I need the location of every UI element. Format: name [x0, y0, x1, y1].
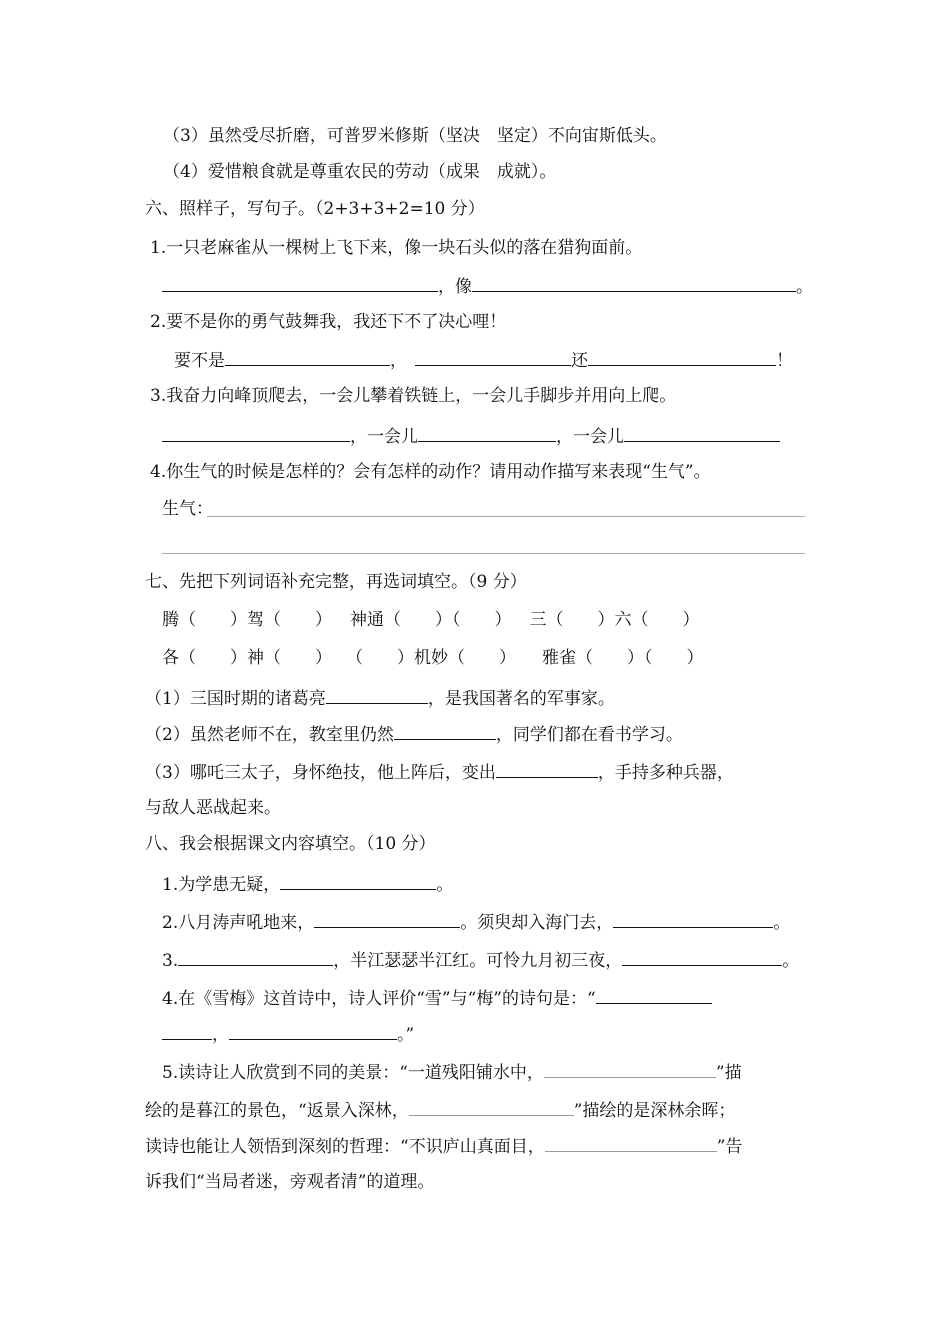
- sentence-4: （4）爱惜粮食就是尊重农民的劳动（成果 成就）。: [163, 162, 557, 182]
- blank-field[interactable]: [622, 946, 782, 966]
- fill-sentence-2: （2）虽然老师不在，教室里仍然 ，同学们都在看书学习。: [145, 720, 683, 744]
- q6-1-answer-line: ，像 。: [162, 272, 813, 296]
- blank-field[interactable]: [162, 422, 350, 442]
- q8-4: 4.在《雪梅》这首诗中，诗人评价“雪”与“梅”的诗句是：“: [162, 984, 712, 1008]
- fill-sentence-3: （3）哪吒三太子，身怀绝技，他上阵后，变出 ，手持多种兵器，: [145, 758, 734, 782]
- blank-field[interactable]: [394, 720, 496, 740]
- blank-field[interactable]: [178, 946, 333, 966]
- fill-sentence-3-cont: 与敌人恶战起来。: [145, 798, 281, 818]
- blank-field[interactable]: [588, 346, 776, 366]
- q6-3-answer-line: ，一会儿 ，一会儿: [162, 422, 780, 446]
- blank-field[interactable]: [162, 1020, 212, 1040]
- blank-field[interactable]: [280, 870, 436, 890]
- blank-field[interactable]: [544, 1058, 716, 1078]
- idiom-row-1: 腾（ ）驾（ ） 神通（ ）（ ） 三（ ）六（ ）: [162, 610, 700, 630]
- q8-5: 5.读诗让人欣赏到不同的美景：“一道残阳铺水中， ”描: [162, 1058, 742, 1082]
- blank-field[interactable]: [229, 1020, 397, 1040]
- blank-field[interactable]: [545, 1132, 717, 1152]
- blank-field[interactable]: [624, 422, 780, 442]
- q8-4-cont: ， 。”: [162, 1020, 414, 1044]
- q8-1: 1.为学患无疑， 。: [162, 870, 453, 894]
- answer-line[interactable]: [162, 553, 805, 554]
- blank-field[interactable]: [596, 984, 712, 1004]
- section-8-title: 八、我会根据课文内容填空。（10 分）: [145, 834, 436, 854]
- q8-2: 2.八月涛声吼地来， 。须臾却入海门去， 。: [162, 908, 790, 932]
- q6-3-prompt: 3.我奋力向峰顶爬去，一会儿攀着铁链上，一会儿手脚步并用向上爬。: [150, 386, 677, 406]
- q6-1-prompt: 1.一只老麻雀从一棵树上飞下来，像一块石头似的落在猎狗面前。: [150, 238, 643, 258]
- fill-sentence-1: （1）三国时期的诸葛亮 ，是我国著名的军事家。: [145, 684, 615, 708]
- blank-field[interactable]: [162, 272, 438, 292]
- answer-line[interactable]: [207, 516, 805, 517]
- blank-field[interactable]: [613, 908, 773, 928]
- q8-3: 3. ，半江瑟瑟半江红。可怜九月初三夜， 。: [162, 946, 799, 970]
- q6-2-answer-line: 要不是 ， 还 ！: [174, 346, 793, 370]
- blank-field[interactable]: [326, 684, 428, 704]
- blank-field[interactable]: [225, 346, 390, 366]
- blank-field[interactable]: [314, 908, 460, 928]
- q6-4-prompt: 4.你生气的时候是怎样的？会有怎样的动作？请用动作描写来表现“生气”。: [150, 462, 711, 482]
- idiom-row-2: 各（ ）神（ ） （ ）机妙（ ） 雅雀（ ）（ ）: [162, 648, 704, 668]
- q6-4-label: 生气：: [162, 499, 213, 519]
- q8-5-line2: 绘的是暮江的景色，“返景入深林， ”描绘的是深林余晖；: [145, 1096, 735, 1120]
- blank-field[interactable]: [496, 758, 598, 778]
- q8-5-line3: 读诗也能让人领悟到深刻的哲理：“不识庐山真面目， ”告: [145, 1132, 742, 1156]
- sentence-3: （3）虽然受尽折磨，可普罗米修斯（坚决 坚定）不向宙斯低头。: [163, 126, 667, 146]
- q8-5-line4: 诉我们“当局者迷，旁观者清”的道理。: [145, 1172, 435, 1192]
- blank-field[interactable]: [472, 272, 796, 292]
- blank-field[interactable]: [418, 422, 556, 442]
- blank-field[interactable]: [409, 1096, 574, 1116]
- section-7-title: 七、先把下列词语补充完整，再选词填空。（9 分）: [145, 572, 527, 592]
- blank-field[interactable]: [415, 346, 571, 366]
- section-6-title: 六、照样子，写句子。（2+3+3+2=10 分）: [145, 199, 485, 219]
- q6-2-prompt: 2.要不是你的勇气鼓舞我，我还下不了决心哩！: [150, 312, 507, 332]
